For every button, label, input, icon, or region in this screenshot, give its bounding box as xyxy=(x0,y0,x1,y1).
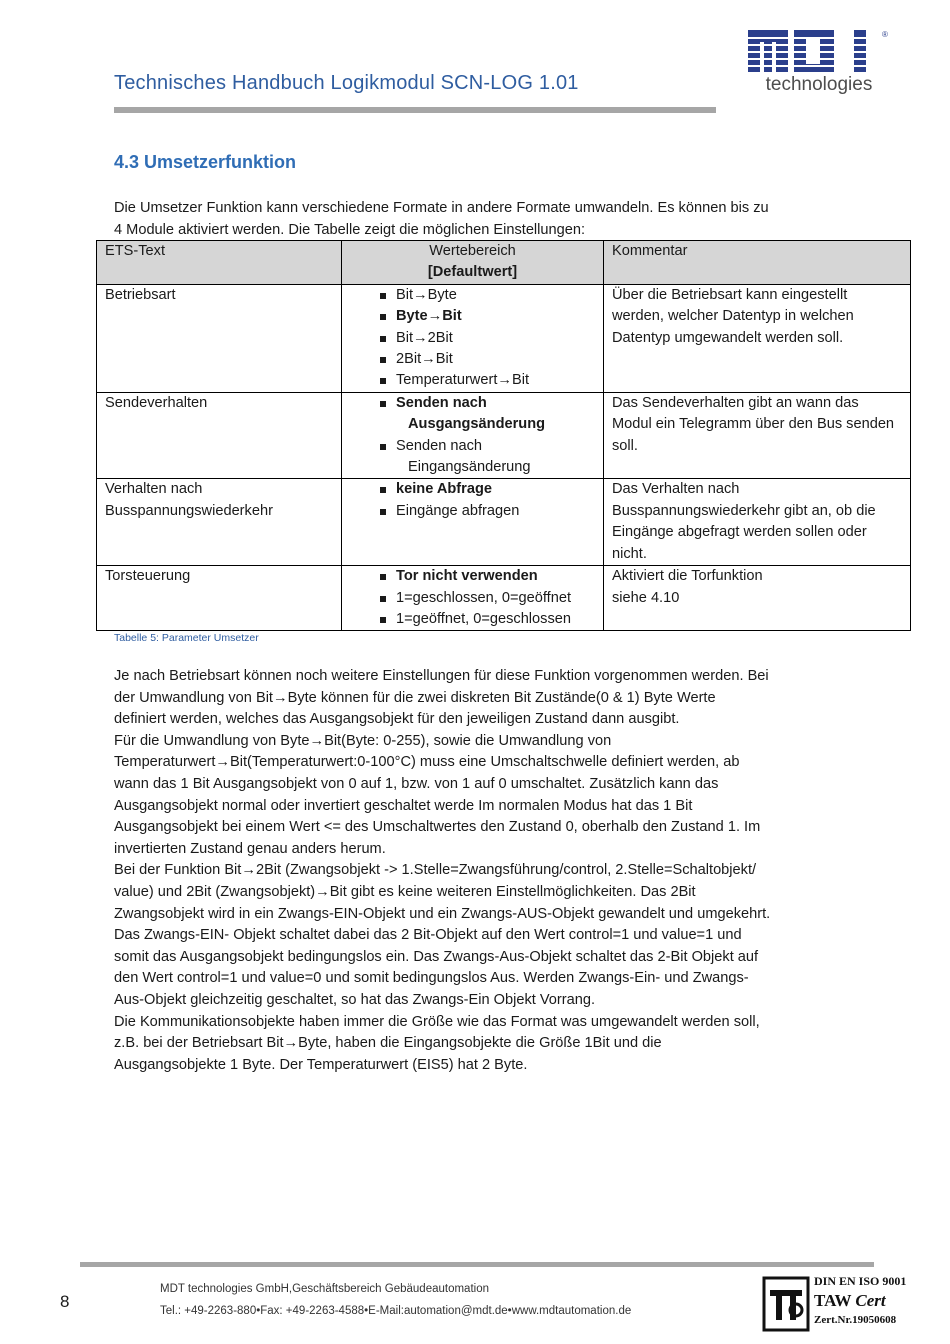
param-options xyxy=(342,284,604,392)
option-item-default xyxy=(380,393,595,436)
header-kommentar: Kommentar xyxy=(604,241,911,285)
option-text-cont: Eingangsänderung xyxy=(408,459,531,476)
option-item: Bit→2Bit xyxy=(380,328,595,349)
body-line: Je nach Betriebsart können noch weitere Einstellungen für diese Funktion vorgenommen werden. Bei xyxy=(114,668,769,684)
logo-subtitle: technologies xyxy=(765,74,873,95)
body-line: den Wert control=1 und value=0 und somit bedingungslos Aus. Werden Zwangs-Ein- und Zwangs- xyxy=(114,970,749,987)
table-row xyxy=(97,479,911,566)
body-paragraph xyxy=(114,666,854,1076)
param-comment: Über die Betriebsart kann eingestellt werden, welcher Datentyp in welchen Datentyp umgewandelt werden soll. xyxy=(604,284,911,392)
body-line: value) und 2Bit (Zwangsobjekt)→Bit gibt es keine weiteren Einstellmöglichkeiten. Das 2Bit xyxy=(114,883,696,900)
body-line: Ausgangsobjekte 1 Byte. Der Temperaturwert (EIS5) hat 2 Byte. xyxy=(114,1056,528,1073)
cert-cert-text: Cert xyxy=(855,1291,886,1310)
body-line: Zwangsobjekt wird in ein Zwangs-EIN-Objekt und ein Zwangs-AUS-Objekt gewandelt und umgekehrt. xyxy=(114,905,771,922)
option-item-default: Tor nicht verwenden xyxy=(380,566,595,587)
header-defaultwert-label: [Defaultwert] xyxy=(427,264,518,281)
body-line: somit das Ausgangsobjekt bedingungslos ein. Das Zwangs-Aus-Objekt schaltet das 2-Bit Objekt auf xyxy=(114,948,759,965)
cert-taw-line xyxy=(814,1291,886,1311)
param-name: Torsteuerung xyxy=(97,566,342,631)
option-item: 2Bit→Bit xyxy=(380,349,595,370)
header-divider xyxy=(114,107,716,113)
intro-line: Die Umsetzer Funktion kann verschiedene Formate in andere Formate umwandeln. Es können bis zu xyxy=(114,200,769,216)
header-ets-text: ETS-Text xyxy=(97,241,342,285)
intro-paragraph xyxy=(114,198,854,241)
body-line: z.B. bei der Betriebsart Bit→Byte, haben die Eingangsobjekte die Größe 1Bit und die xyxy=(114,1035,662,1052)
param-options xyxy=(342,566,604,631)
body-line: invertierten Zustand genau anders herum. xyxy=(114,840,386,857)
header-wertebereich-label: Wertebereich xyxy=(429,243,516,259)
cert-number-line: Zert.Nr.19050608 xyxy=(814,1314,897,1326)
body-line: der Umwandlung von Bit→Byte können für die zwei diskreten Bit Zustände(0 & 1) Byte Werte xyxy=(114,689,716,706)
comment-line: siehe 4.10 xyxy=(612,589,680,606)
table-header-row xyxy=(97,241,911,285)
table-row xyxy=(97,284,911,392)
option-item: Bit→Byte xyxy=(380,285,595,306)
body-line: Für die Umwandlung von Byte→Bit(Byte: 0-255), sowie die Umwandlung von xyxy=(114,732,612,749)
cert-iso-line: DIN EN ISO 9001 xyxy=(814,1274,907,1288)
option-text: Senden nach xyxy=(396,437,483,454)
table-row xyxy=(97,566,911,631)
header-wertebereich xyxy=(342,241,604,285)
option-item: 1=geöffnet, 0=geschlossen xyxy=(380,609,595,630)
body-line: Bei der Funktion Bit→2Bit (Zwangsobjekt -> 1.Stelle=Zwangsführung/control, 2.Stelle=Schaltobjekt/ xyxy=(114,862,757,879)
table-row xyxy=(97,392,911,479)
param-comment xyxy=(604,566,911,631)
body-line: Die Kommunikationsobjekte haben immer die Größe wie das Format was umgewandelt werden soll, xyxy=(114,1013,760,1030)
body-line: definiert werden, welches das Ausgangsobjekt für den jeweiligen Zustand dann ausgibt. xyxy=(114,711,680,728)
body-line: Das Zwangs-EIN- Objekt schaltet dabei das 2 Bit-Objekt auf den Wert control=1 und value=1 und xyxy=(114,927,742,944)
param-comment: Das Verhalten nach Busspannungswiederkehr gibt an, ob die Eingänge abgefragt werden sollen oder nicht. xyxy=(604,479,911,566)
option-item-default: Byte→Bit xyxy=(380,306,595,327)
body-line: Ausgangsobjekt bei einem Wert <= des Umschaltwertes den Zustand 0, oberhalb den Zustand 1. Im xyxy=(114,819,761,836)
body-line: Ausgangsobjekt normal oder invertiert geschaltet werde Im normalen Modus hat das 1 Bit xyxy=(114,797,693,814)
footer-divider xyxy=(80,1262,874,1267)
option-text: Senden nach xyxy=(396,394,487,411)
parameter-table xyxy=(96,240,911,631)
comment-line: Aktiviert die Torfunktion xyxy=(612,568,763,585)
param-name: Sendeverhalten xyxy=(97,392,342,479)
option-item xyxy=(380,436,595,479)
param-options xyxy=(342,392,604,479)
body-line: Aus-Objekt gleichzeitig geschaltet, so hat das Zwangs-Ein Objekt Vorrang. xyxy=(114,991,596,1008)
document-title: Technisches Handbuch Logikmodul SCN-LOG 1.01 xyxy=(114,72,579,94)
option-item: 1=geschlossen, 0=geöffnet xyxy=(380,588,595,609)
taw-cert-icon xyxy=(762,1276,810,1332)
footer-contact: Tel.: +49-2263-880•Fax: +49-2263-4588•E-Mail:automation@mdt.de•www.mdtautomation.de xyxy=(160,1305,632,1317)
param-name: Betriebsart xyxy=(97,284,342,392)
cert-taw-text: TAW xyxy=(814,1291,856,1310)
table-caption: Tabelle 5: Parameter Umsetzer xyxy=(114,632,259,644)
section-heading: 4.3 Umsetzerfunktion xyxy=(114,152,297,172)
param-options xyxy=(342,479,604,566)
registered-mark: ® xyxy=(882,30,888,39)
body-line: Temperaturwert→Bit(Temperaturwert:0-100°C) muss eine Umschaltschwelle definiert werden, ab xyxy=(114,754,740,771)
mdt-logo xyxy=(748,28,894,102)
param-comment: Das Sendeverhalten gibt an wann das Modul ein Telegramm über den Bus senden soll. xyxy=(604,392,911,479)
mdt-logo-icon xyxy=(748,28,894,76)
option-item: Eingänge abfragen xyxy=(380,501,595,522)
intro-line: 4 Module aktiviert werden. Die Tabelle zeigt die möglichen Einstellungen: xyxy=(114,221,586,238)
option-item-default: keine Abfrage xyxy=(380,479,595,500)
option-text-cont: Ausgangsänderung xyxy=(408,416,546,433)
certification-badge xyxy=(762,1274,922,1334)
param-name: Verhalten nach Busspannungswiederkehr xyxy=(97,479,342,566)
page-number: 8 xyxy=(60,1292,70,1311)
body-line: wann das 1 Bit Ausgangsobjekt von 0 auf 1, bzw. von 1 auf 0 umschaltet. Zusätzlich kann das xyxy=(114,775,719,792)
option-item: Temperaturwert→Bit xyxy=(380,370,595,391)
footer-company: MDT technologies GmbH,Geschäftsbereich Gebäudeautomation xyxy=(160,1283,489,1295)
